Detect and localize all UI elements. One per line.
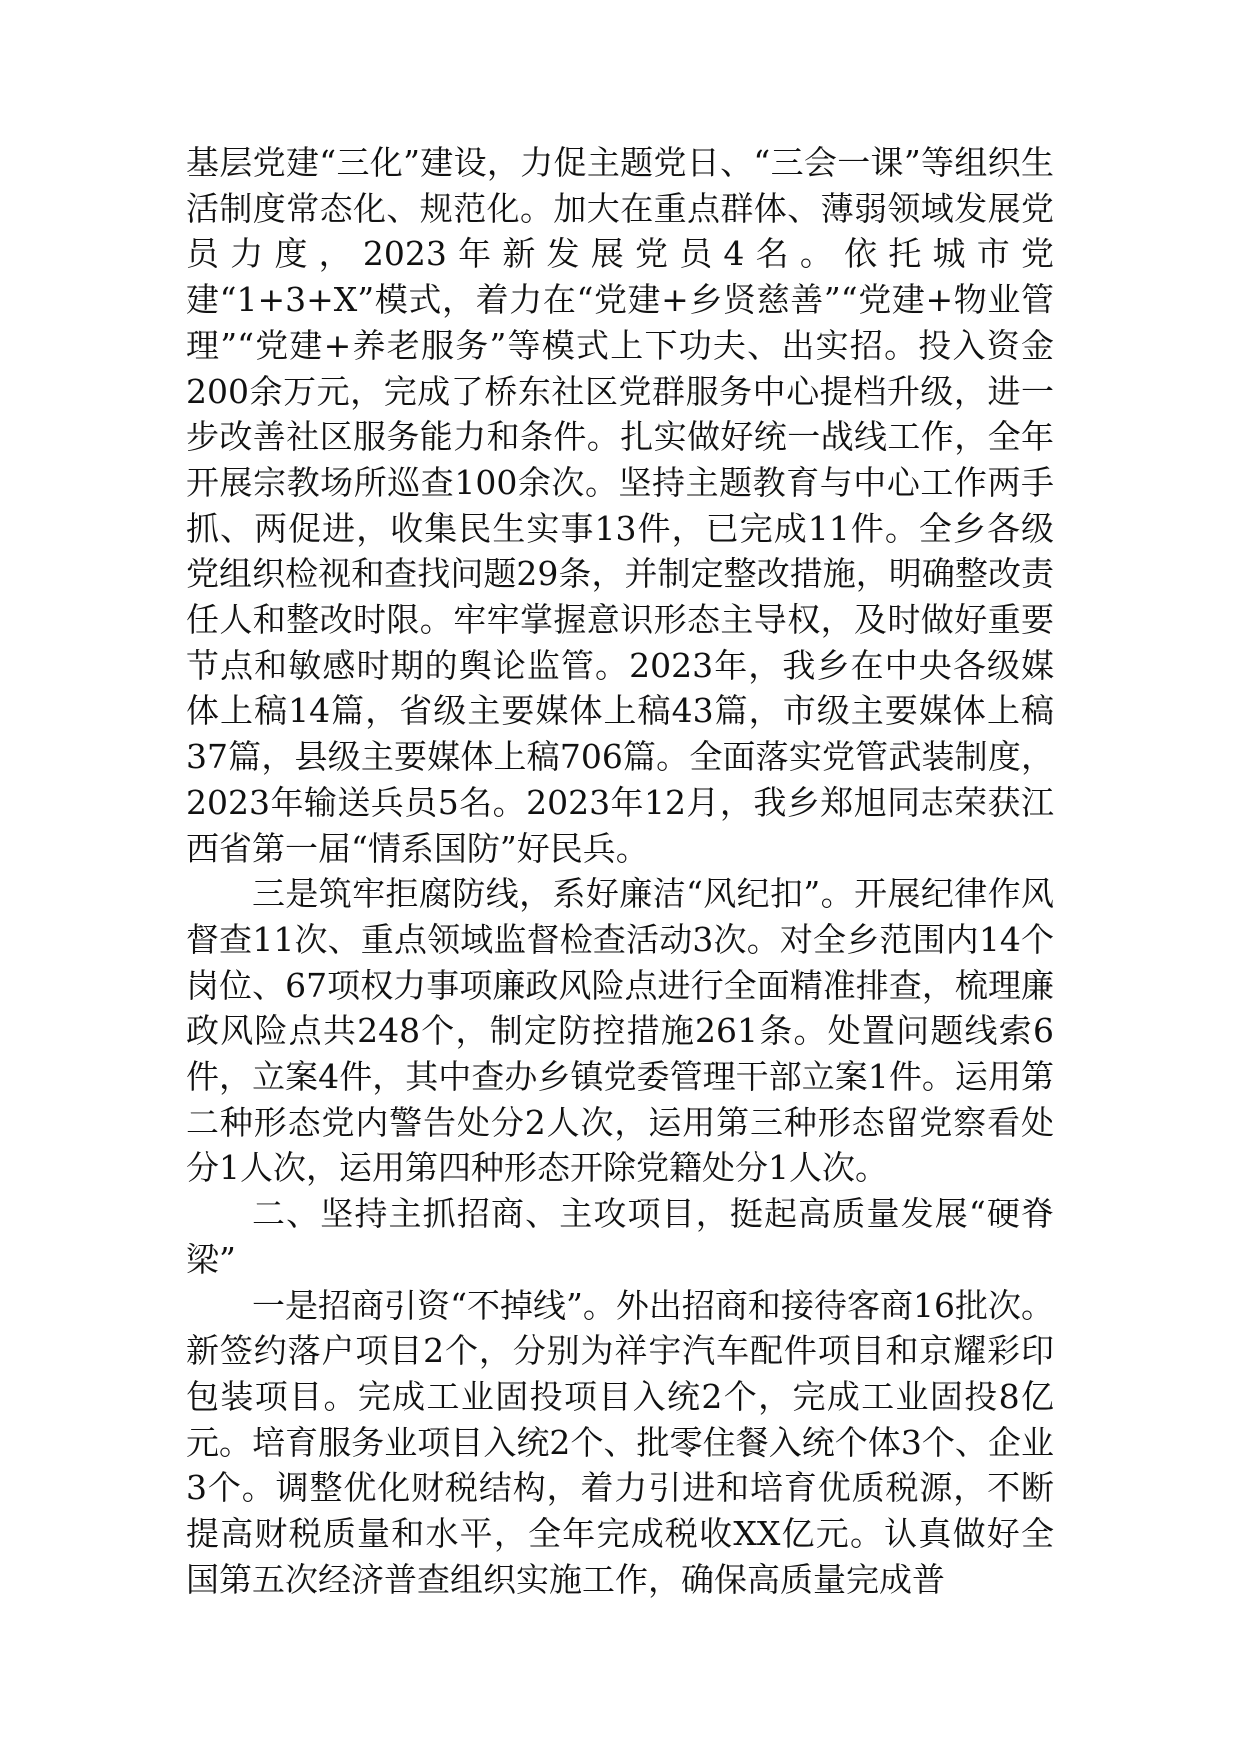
paragraph-party-building: 基层党建“三化”建设，力促主题党日、“三会一课”等组织生活制度常态化、规范化。加大在重点群体、薄弱领域发展党员力度，2023年新发展党员4名。依托城市党建“1+3+X”模式，着力在“党建+乡贤慈善”“党建+物业管理”“党建+养老服务”等模式上下功夫、出实招。投入资金200余万元，完成了桥东社区党群服务中心提档升级，进一步改善社区服务能力和条件。扎实做好统一战线工作，全年开展宗教场所巡查100余次。坚持主题教育与中心工作两手抓、两促进，收集民生实事13件，已完成11件。全乡各级党组织检视和查找问题29条，并制定整改措施，明确整改责任人和整改时限。牢牢掌握意识形态主导权，及时做好重要节点和敏感时期的舆论监管。2023年，我乡在中央各级媒体上稿14篇，省级主要媒体上稿43篇，市级主要媒体上稿37篇，县级主要媒体上稿706篇。全面落实党管武装制度，2023年输送兵员5名。2023年12月，我乡郑旭同志荣获江西省第一届“情系国防”好民兵。 [186, 143, 1054, 868]
paragraph-investment: 一是招商引资“不掉线”。外出招商和接待客商16批次。新签约落户项目2个，分别为祥宇汽车配件项目和京耀彩印包装项目。完成工业固投项目入统2个，完成工业固投8亿元。培育服务业项目入统2个、批零住餐入统个体3个、企业3个。调整优化财税结构，着力引进和培育优质税源，不断提高财税质量和水平，全年完成税收XX亿元。认真做好全国第五次经济普查组织实施工作，确保高质量完成普 [186, 1285, 1054, 1599]
document-page [186, 140, 1054, 1603]
section-heading-investment: 二、坚持主抓招商、主攻项目，挺起高质量发展“硬脊梁” [186, 1194, 1054, 1279]
paragraph-anti-corruption: 三是筑牢拒腐防线，系好廉洁“风纪扣”。开展纪律作风督查11次、重点领域监督检查活动3次。对全乡范围内14个岗位、67项权力事项廉政风险点进行全面精准排查，梳理廉政风险点共248个，制定防控措施261条。处置问题线索6件，立案4件，其中查办乡镇党委管理干部立案1件。运用第二种形态党内警告处分2人次，运用第三种形态留党察看处分1人次，运用第四种形态开除党籍处分1人次。 [186, 874, 1054, 1188]
